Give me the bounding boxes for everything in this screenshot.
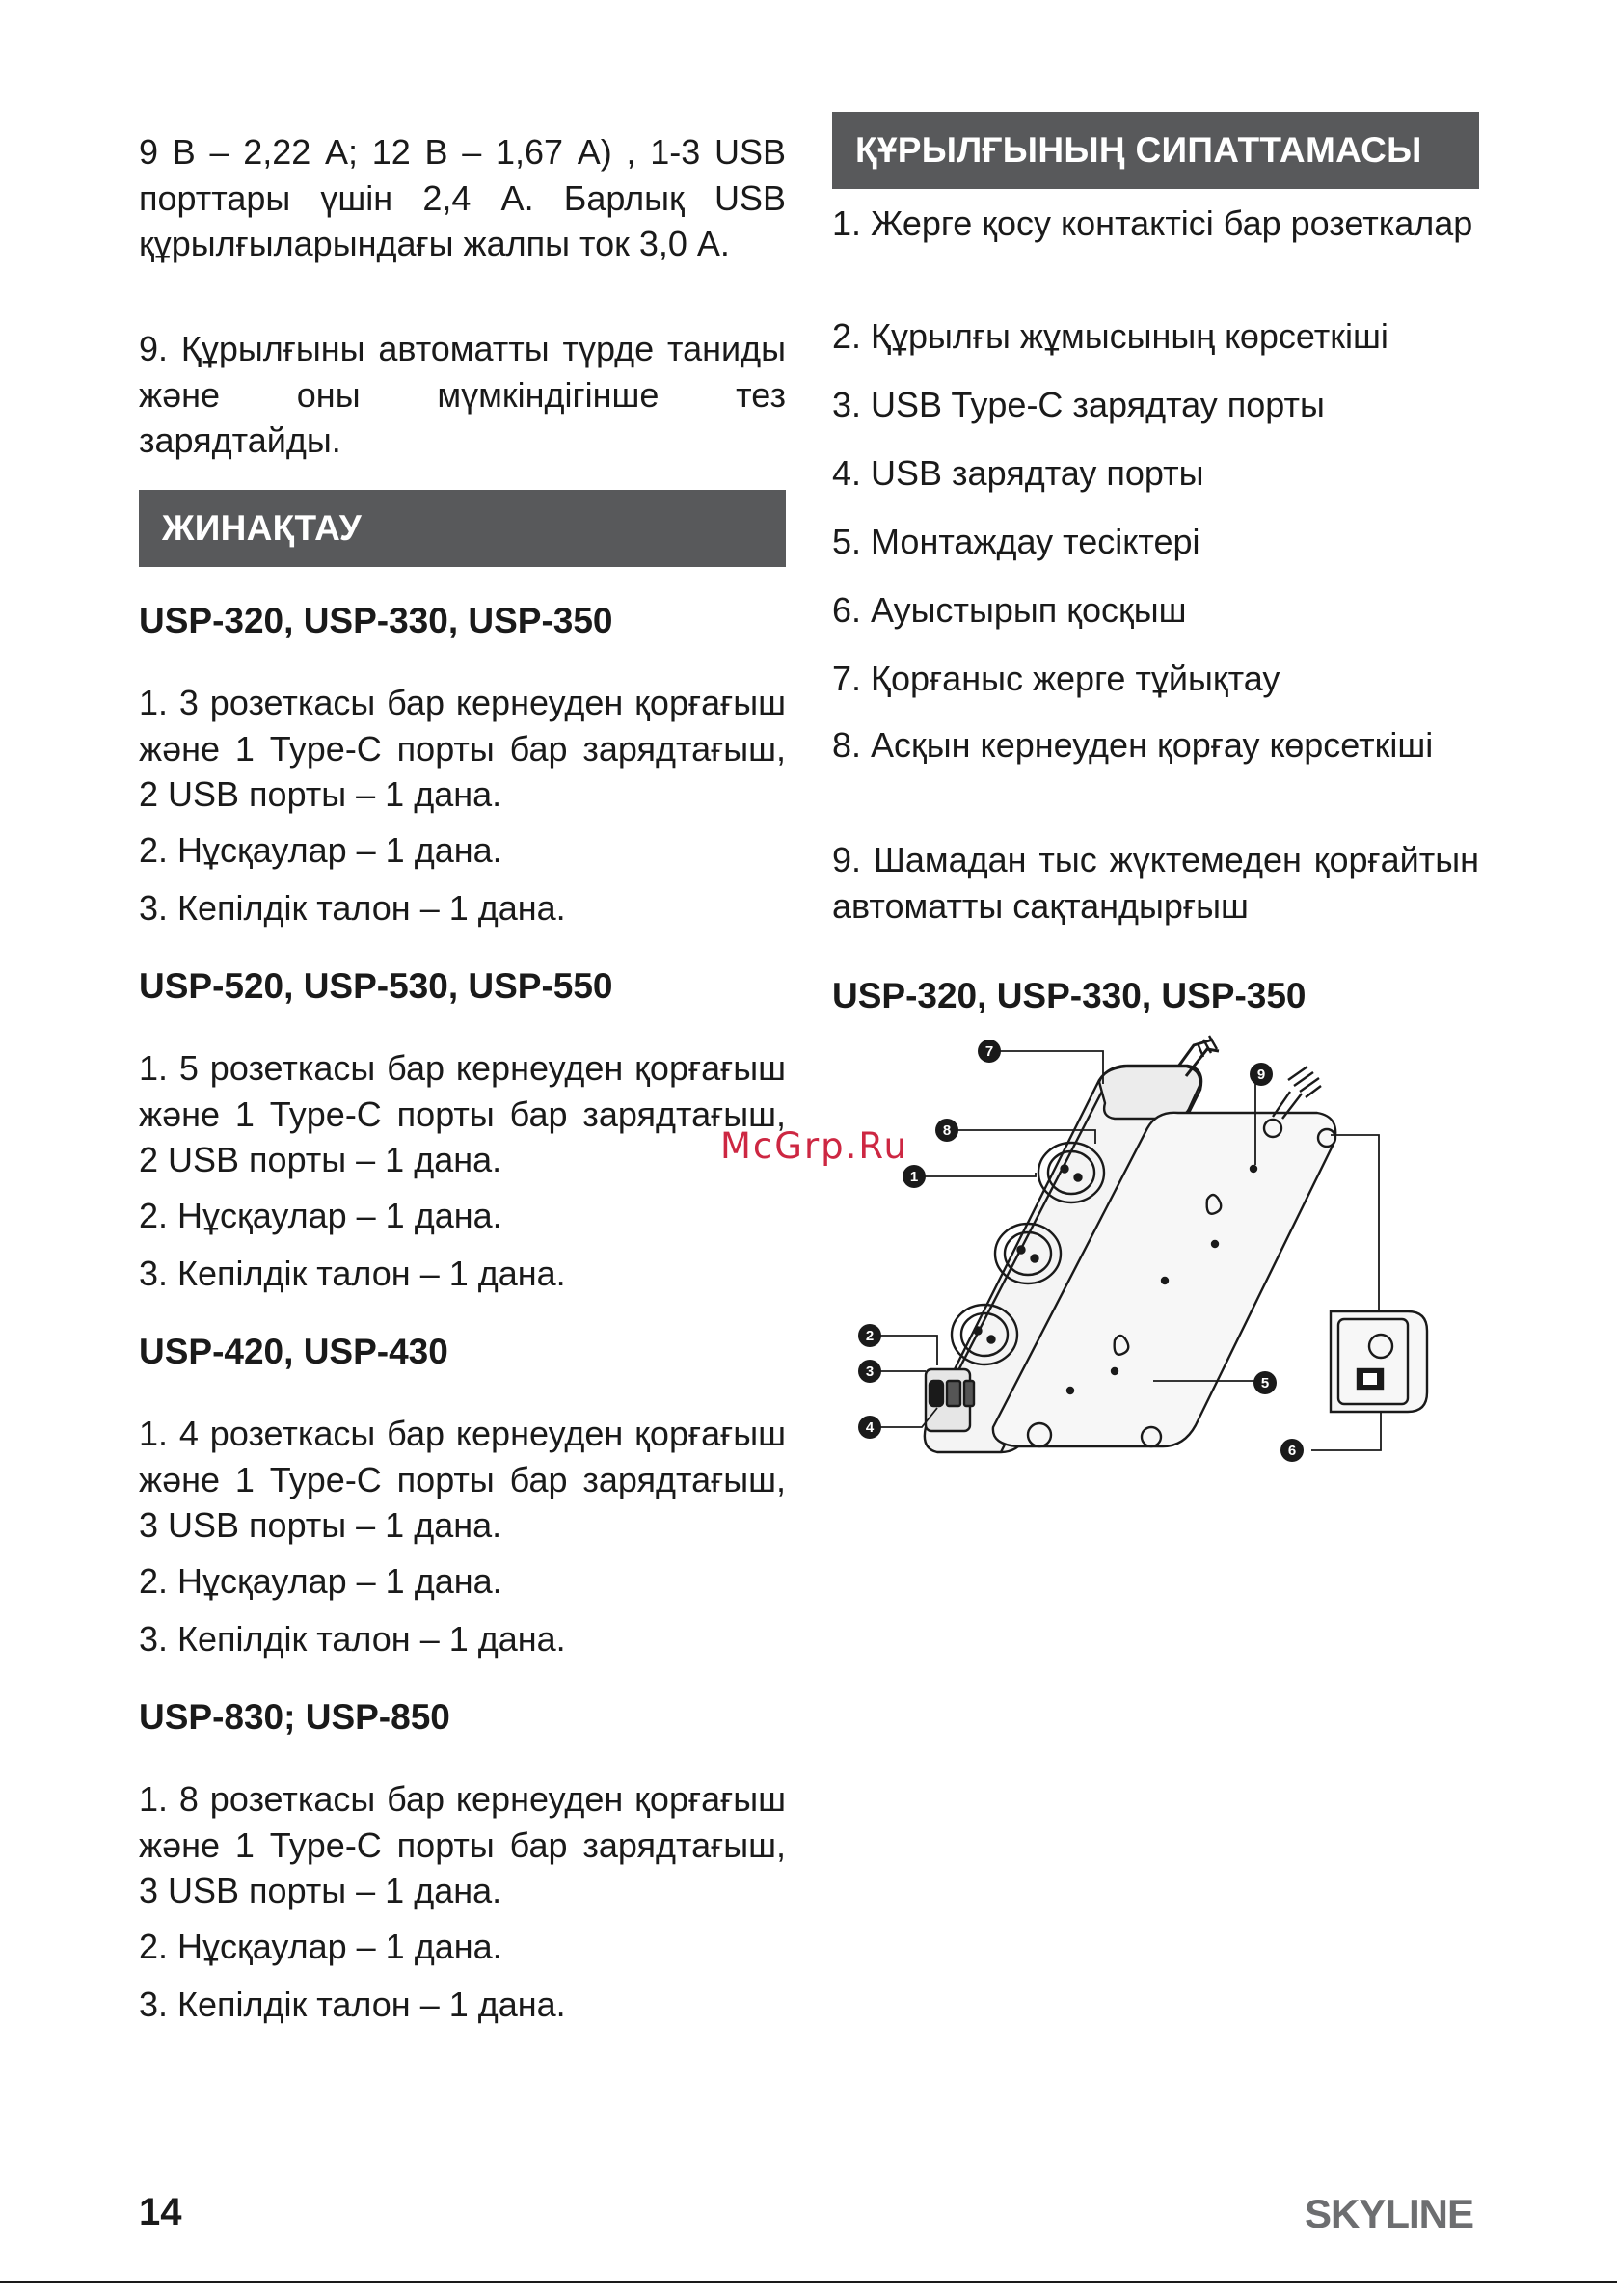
svg-text:3: 3 xyxy=(865,1364,875,1380)
package-item: 3. Кепілдік талон – 1 дана. xyxy=(139,888,566,928)
callout-8 xyxy=(935,1119,958,1142)
description-item: 1. Жерге қосу контактісі бар розеткалар xyxy=(832,203,1473,243)
description-item: 5. Монтаждау тесіктері xyxy=(832,522,1200,561)
product-diagram xyxy=(829,1022,1485,1524)
svg-text:8: 8 xyxy=(942,1122,952,1139)
svg-text:7: 7 xyxy=(984,1043,994,1060)
description-item: 6. Ауыстырып қосқыш xyxy=(832,590,1187,630)
svg-text:2: 2 xyxy=(865,1328,875,1344)
description-item: 2. Құрылғы жұмысының көрсеткіші xyxy=(832,316,1388,356)
package-item: 3. Кепілдік талон – 1 дана. xyxy=(139,1985,566,2024)
package-item: 2. Нұсқаулар – 1 дана. xyxy=(139,830,502,870)
description-item: 9. Шамадан тыс жүктемеден қорғайтын автоматты сақтандырғыш xyxy=(832,840,1479,926)
page-number: 14 xyxy=(139,2191,182,2233)
description-item: 3. USB Type-C зарядтау порты xyxy=(832,385,1325,424)
callout-2 xyxy=(858,1324,881,1347)
intro-paragraph-1: 9 В – 2,22 А; 12 В – 1,67 А) , 1-3 USB порттары үшін 2,4 А. Барлық USB құрылғыларындағы жалпы ток 3,0 А. xyxy=(139,132,786,263)
package-item: 2. Нұсқаулар – 1 дана. xyxy=(139,1196,502,1235)
svg-text:5: 5 xyxy=(1260,1375,1270,1391)
package-item: 1. 8 розеткасы бар кернеуден қорғағыш және 1 Type-C порты бар зарядтағыш, 3 USB порты – 1 дана. xyxy=(139,1779,786,1910)
svg-text:1: 1 xyxy=(909,1169,919,1185)
diagram-title: USP-320, USP-330, USP-350 xyxy=(832,976,1307,1015)
callout-7 xyxy=(978,1040,1001,1063)
svg-text:9: 9 xyxy=(1256,1067,1266,1083)
model-heading: USP-830; USP-850 xyxy=(139,1697,450,1737)
switch-detail xyxy=(1331,1311,1427,1412)
description-item: 4. USB зарядтау порты xyxy=(832,453,1204,493)
model-heading: USP-420, USP-430 xyxy=(139,1332,448,1371)
description-item: 7. Қорғаныс жерге тұйықтау xyxy=(832,659,1280,698)
package-item: 2. Нұсқаулар – 1 дана. xyxy=(139,1927,502,1966)
watermark: McGrp.Ru xyxy=(720,1125,908,1167)
package-item: 1. 3 розеткасы бар кернеуден қорғағыш және 1 Type-C порты бар зарядтағыш, 2 USB порты – 1 дана. xyxy=(139,683,786,814)
callout-9 xyxy=(1250,1063,1273,1086)
section-heading-description: ҚҰРЫЛҒЫНЫҢ СИПАТТАМАСЫ xyxy=(832,112,1479,189)
package-item: 2. Нұсқаулар – 1 дана. xyxy=(139,1561,502,1601)
brand-logo: SKYLINE xyxy=(1305,2191,1474,2236)
description-item: 8. Асқын кернеуден қорғау көрсеткіші xyxy=(832,725,1434,765)
svg-text:6: 6 xyxy=(1287,1443,1297,1459)
intro-paragraph-2: 9. Құрылғыны автоматты түрде таниды және оны мүмкіндігінше тез зарядтайды. xyxy=(139,329,786,460)
model-heading: USP-520, USP-530, USP-550 xyxy=(139,966,613,1006)
package-item: 3. Кепілдік талон – 1 дана. xyxy=(139,1619,566,1659)
section-heading-package: ЖИНАҚТАУ xyxy=(139,490,786,567)
package-item: 1. 4 розеткасы бар кернеуден қорғағыш және 1 Type-C порты бар зарядтағыш, 3 USB порты – 1 дана. xyxy=(139,1414,786,1545)
callout-1 xyxy=(903,1165,926,1188)
callout-4 xyxy=(858,1416,881,1439)
package-item: 3. Кепілдік талон – 1 дана. xyxy=(139,1254,566,1293)
callout-5 xyxy=(1253,1371,1277,1394)
callout-3 xyxy=(858,1360,881,1383)
package-item: 1. 5 розеткасы бар кернеуден қорғағыш және 1 Type-C порты бар зарядтағыш, 2 USB порты – 1 дана. xyxy=(139,1048,786,1179)
bottom-divider xyxy=(0,2281,1617,2283)
model-heading: USP-320, USP-330, USP-350 xyxy=(139,601,613,640)
svg-text:4: 4 xyxy=(865,1419,875,1436)
callout-6 xyxy=(1280,1439,1304,1462)
